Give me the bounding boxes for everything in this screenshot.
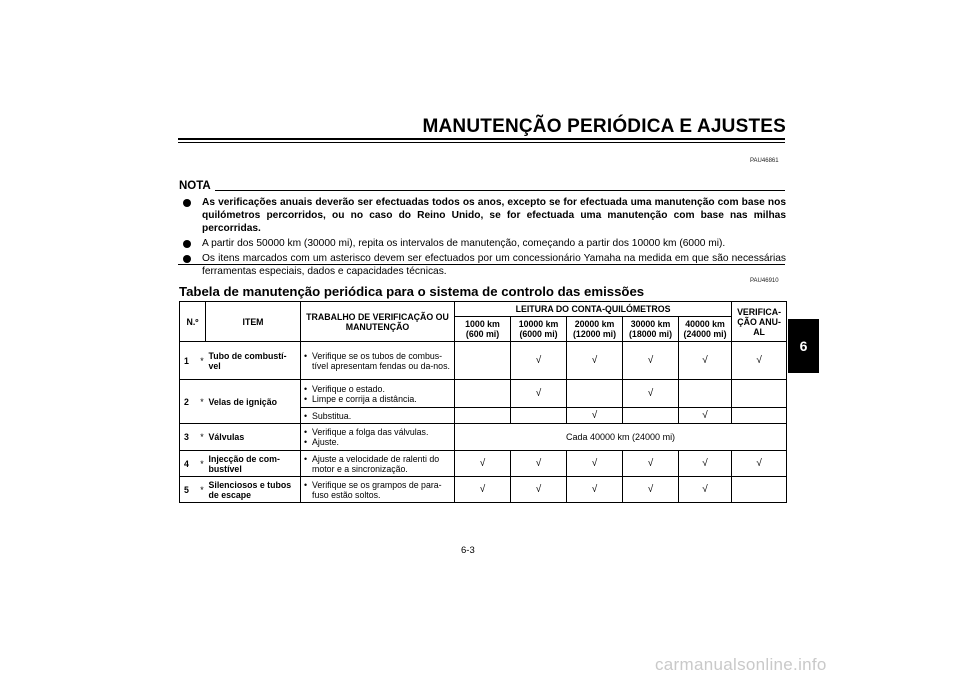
row-work: • Substitua. [301,408,455,424]
asterisk-mark: * [199,424,206,451]
check-cell [732,380,787,408]
check-cell [732,477,787,503]
row-work: • Verifique o estado. • Limpe e corrija a distância. [301,380,455,408]
section-title: Tabela de manutenção periódica para o sistema de controlo das emissões [179,284,645,299]
nota-item [183,196,786,235]
title-rule-thin [178,142,785,143]
check-cell [455,380,511,408]
table-header-row [180,302,787,317]
header-interval: 10000 km (6000 mi) [511,317,567,342]
header-interval: 40000 km (24000 mi) [679,317,732,342]
row-item: Injecção de com-bustível [206,451,301,477]
check-cell [511,408,567,424]
row-work: • Verifique se os tubos de combus-tível apresentam fendas ou da-nos. [301,342,455,380]
row-number: 2 [180,380,199,424]
nota-item-text: A partir dos 50000 km (30000 mi), repita os intervalos de manutenção, começando a partir dos 10000 km (6000 mi). [202,238,726,249]
header-annual: VERIFICA-ÇÃO ANU-AL [732,302,787,342]
title-rule [178,138,785,140]
nota-item [183,237,786,250]
row-number: 3 [180,424,199,451]
row-number: 1 [180,342,199,380]
header-num: N.º [180,302,206,342]
nota-item-text: As verificações anuais deverão ser efectuadas todos os anos, excepto se for efectuada uma manutenção com base nos quilómetros percorridos, ou no caso do Reino Unido, se for efectuada uma manutenção com base nas milhas percorridas. [202,197,786,234]
header-work: TRABALHO DE VERIFICAÇÃO OU MANUTENÇÃO [301,302,455,342]
check-mark: √ [511,342,567,380]
table-row [180,424,787,451]
header-interval: 1000 km (600 mi) [455,317,511,342]
check-mark: √ [455,451,511,477]
page-number: 6-3 [461,545,475,556]
bullet-icon [183,199,191,207]
maintenance-table [179,301,787,503]
row-item: Tubo de combustí-vel [206,342,301,380]
check-cell [732,408,787,424]
page-title: MANUTENÇÃO PERIÓDICA E AJUSTES [422,116,786,137]
nota-rule [215,190,785,191]
nota-label: NOTA [179,180,211,192]
check-mark: √ [511,380,567,408]
row-item: Silenciosos e tubos de escape [206,477,301,503]
asterisk-mark: * [199,380,206,424]
check-mark: √ [679,342,732,380]
check-mark: √ [511,477,567,503]
nota-end-rule [178,264,785,265]
check-mark: √ [732,451,787,477]
table-row [180,342,787,380]
check-mark: √ [567,451,623,477]
nota-item [183,252,786,278]
row-number: 4 [180,451,199,477]
check-mark: √ [679,451,732,477]
interval-note: Cada 40000 km (24000 mi) [455,424,787,451]
check-cell [455,342,511,380]
row-work: • Verifique a folga das válvulas. • Ajuste. [301,424,455,451]
reference-code: PAU46861 [750,158,779,164]
check-mark: √ [623,380,679,408]
check-mark: √ [679,408,732,424]
table-row [180,477,787,503]
check-cell [679,380,732,408]
check-mark: √ [679,477,732,503]
chapter-tab[interactable]: 6 [788,319,819,373]
asterisk-mark: * [199,342,206,380]
row-work: • Verifique se os grampos de para-fuso estão soltos. [301,477,455,503]
header-item: ITEM [206,302,301,342]
check-cell [623,408,679,424]
check-cell [455,408,511,424]
bullet-icon [183,255,191,263]
check-mark: √ [567,408,623,424]
row-number: 5 [180,477,199,503]
check-mark: √ [732,342,787,380]
asterisk-mark: * [199,451,206,477]
nota-item-text: Os itens marcados com um asterisco devem ser efectuados por um concessionário Yamaha na medida em que são necessárias ferramentas especiais, dados e capacidades técnicas. [202,253,786,277]
check-mark: √ [567,477,623,503]
check-mark: √ [567,342,623,380]
table-row [180,380,787,408]
check-mark: √ [511,451,567,477]
header-interval: 30000 km (18000 mi) [623,317,679,342]
row-work: • Ajuste a velocidade de ralenti do motor e a sincronização. [301,451,455,477]
bullet-icon [183,240,191,248]
nota-list [183,196,786,280]
row-item: Válvulas [206,424,301,451]
check-mark: √ [623,451,679,477]
check-mark: √ [455,477,511,503]
row-item: Velas de ignição [206,380,301,424]
asterisk-mark: * [199,477,206,503]
header-odometer: LEITURA DO CONTA-QUILÓMETROS [455,302,732,317]
table-row [180,451,787,477]
check-mark: √ [623,477,679,503]
check-cell [567,380,623,408]
reference-code: PAU46910 [750,278,779,284]
check-mark: √ [623,342,679,380]
watermark: carmanualsonline.info [655,655,827,674]
header-interval: 20000 km (12000 mi) [567,317,623,342]
